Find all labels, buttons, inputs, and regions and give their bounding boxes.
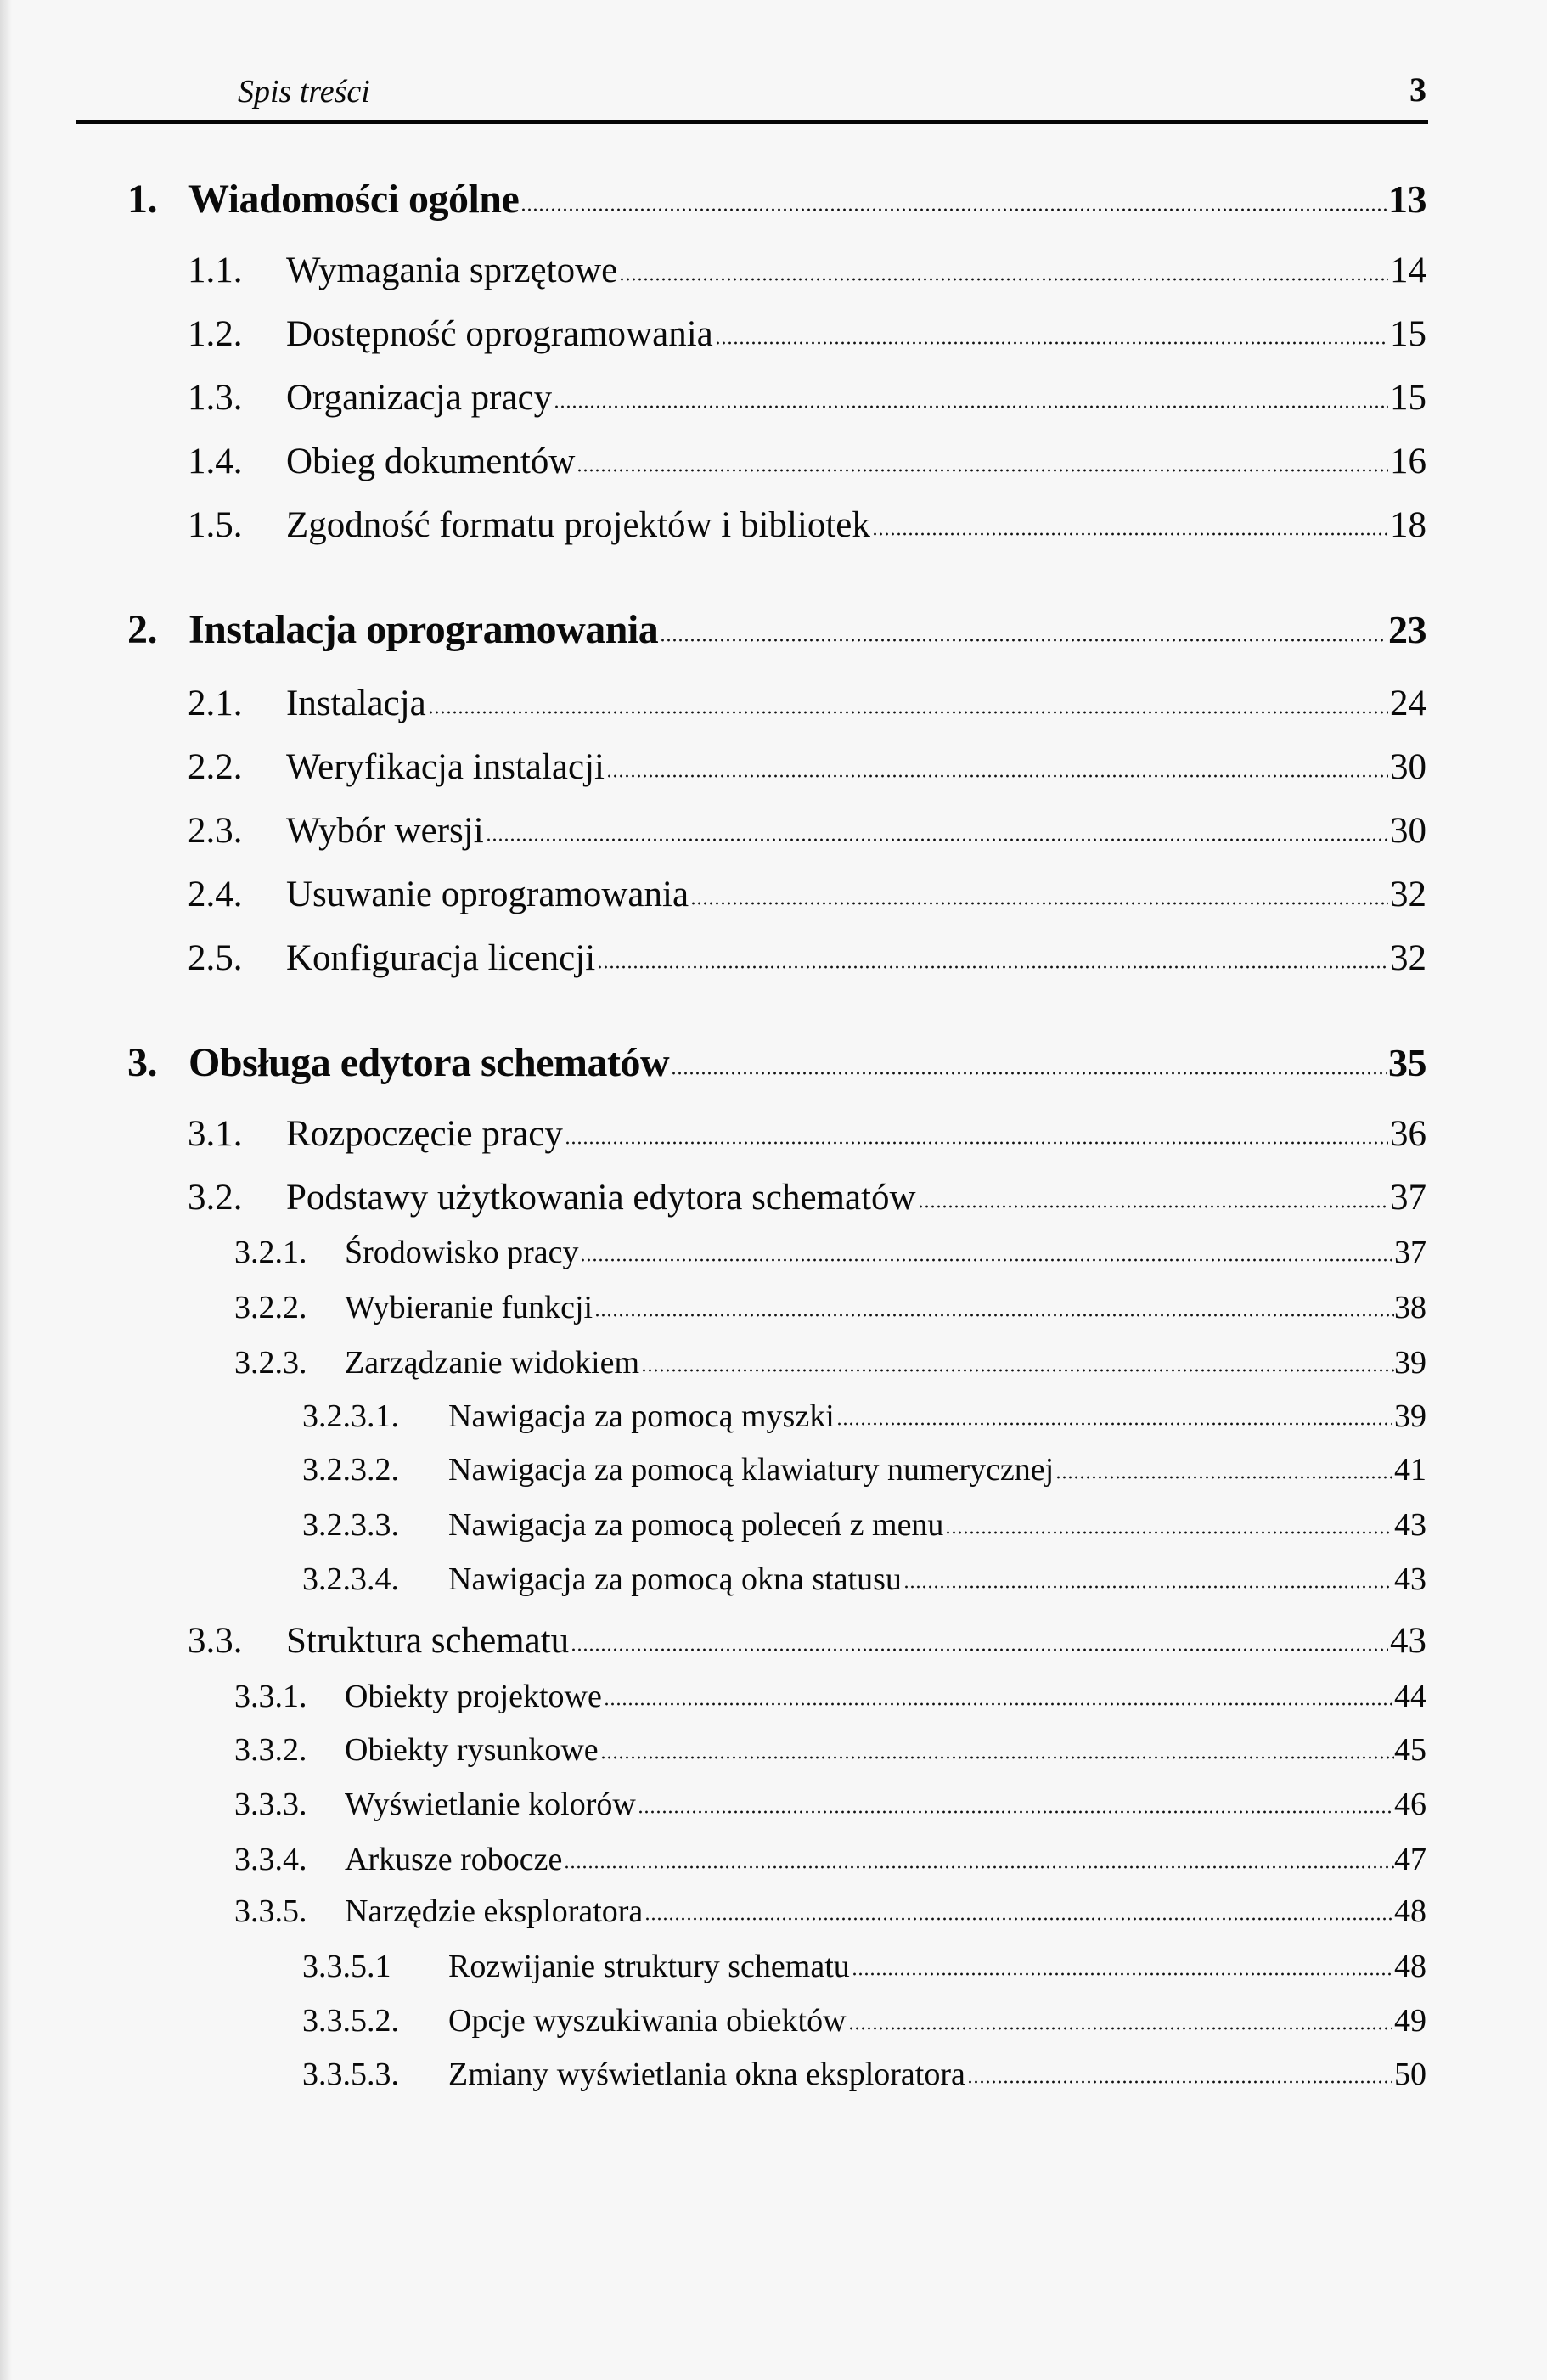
dot-leader xyxy=(577,469,1388,472)
toc-section[interactable] xyxy=(188,250,1426,292)
dot-leader xyxy=(520,208,1387,211)
dot-leader xyxy=(597,965,1388,969)
header-rule xyxy=(76,120,1428,124)
scan-shadow xyxy=(0,0,12,2380)
toc-page: 23 xyxy=(1388,608,1426,651)
toc-page: 14 xyxy=(1390,250,1426,290)
toc-number: 1. xyxy=(127,177,157,222)
toc-title: Nawigacja za pomocą myszki xyxy=(448,1398,835,1434)
dot-leader xyxy=(715,341,1388,345)
toc-number: 2.3. xyxy=(188,811,243,851)
dot-leader xyxy=(606,774,1388,778)
toc-number: 3.2.3.4. xyxy=(302,1561,399,1597)
dot-leader xyxy=(486,838,1388,841)
dot-leader xyxy=(967,2080,1392,2084)
toc-number: 3.2.3.2. xyxy=(302,1452,399,1488)
toc-page: 13 xyxy=(1388,177,1426,221)
toc-subsection[interactable] xyxy=(234,1289,1426,1326)
toc-page: 15 xyxy=(1390,314,1426,354)
toc-section[interactable] xyxy=(188,810,1426,852)
toc-page: 43 xyxy=(1394,1561,1426,1597)
toc-page: 44 xyxy=(1394,1679,1426,1714)
toc-page: 37 xyxy=(1390,1178,1426,1218)
toc-number: 3.3.5.3. xyxy=(302,2056,399,2092)
toc-number: 3.1. xyxy=(188,1114,243,1154)
dot-leader xyxy=(600,1756,1394,1759)
toc-title: Wiadomości ogólne xyxy=(188,177,520,222)
toc-subsection[interactable] xyxy=(234,1234,1426,1271)
dot-leader xyxy=(671,1072,1387,1075)
dot-leader xyxy=(918,1205,1388,1208)
dot-leader xyxy=(565,1141,1388,1145)
toc-number: 3.3.5.1 xyxy=(302,1949,391,1984)
toc-title: Podstawy użytkowania edytora schematów xyxy=(286,1178,916,1218)
toc-chapter-3[interactable] xyxy=(127,1039,1426,1087)
toc-number: 3.2. xyxy=(188,1178,243,1218)
dot-leader xyxy=(852,1972,1392,1976)
toc-section[interactable] xyxy=(188,746,1426,789)
toc-page: 43 xyxy=(1394,1507,1426,1543)
toc-page: 41 xyxy=(1394,1452,1426,1488)
toc-page: 36 xyxy=(1390,1114,1426,1154)
toc-title: Obiekty rysunkowe xyxy=(345,1732,599,1768)
toc-title: Weryfikacja instalacji xyxy=(286,747,605,787)
dot-leader xyxy=(619,278,1388,281)
toc-title: Struktura schematu xyxy=(286,1621,570,1661)
toc-title: Usuwanie oprogramowania xyxy=(286,875,689,914)
running-head xyxy=(0,0,1547,127)
toc-page: 35 xyxy=(1388,1041,1426,1084)
dot-leader xyxy=(644,1917,1394,1921)
toc-item[interactable] xyxy=(302,2002,1426,2040)
toc-page: 50 xyxy=(1394,2056,1426,2092)
toc-section[interactable] xyxy=(188,1177,1426,1219)
toc-title: Rozwijanie struktury schematu xyxy=(448,1949,850,1984)
toc-title: Obsługa edytora schematów xyxy=(188,1040,670,1085)
toc-title: Opcje wyszukiwania obiektów xyxy=(448,2003,847,2039)
toc-subsection[interactable] xyxy=(234,1731,1426,1769)
toc-title: Nawigacja za pomocą okna statusu xyxy=(448,1561,902,1597)
toc-page: 46 xyxy=(1394,1786,1426,1822)
toc-section[interactable] xyxy=(188,377,1426,419)
toc-item[interactable] xyxy=(302,1451,1426,1488)
toc-page: 24 xyxy=(1390,684,1426,723)
toc-page: 47 xyxy=(1394,1842,1426,1877)
toc-page: 39 xyxy=(1394,1398,1426,1434)
toc-number: 1.2. xyxy=(188,314,243,354)
toc-chapter-2[interactable] xyxy=(127,606,1426,654)
toc-number: 3.3.5. xyxy=(234,1893,307,1929)
toc-number: 2.4. xyxy=(188,875,243,914)
toc-title: Zarządzanie widokiem xyxy=(345,1345,640,1381)
toc-page: 18 xyxy=(1390,505,1426,545)
dot-leader xyxy=(836,1422,1392,1426)
toc-title: Organizacja pracy xyxy=(286,378,553,418)
dot-leader xyxy=(848,2027,1392,2030)
toc-page: 16 xyxy=(1390,442,1426,481)
toc-section[interactable] xyxy=(188,683,1426,725)
toc-number: 2.2. xyxy=(188,747,243,787)
toc-page: 38 xyxy=(1394,1290,1426,1325)
toc-title: Wybieranie funkcji xyxy=(345,1290,593,1325)
toc-title: Nawigacja za pomocą klawiatury numerycznej xyxy=(448,1452,1055,1488)
toc-title: Nawigacja za pomocą poleceń z menu xyxy=(448,1507,944,1543)
dot-leader xyxy=(594,1314,1394,1317)
running-head-title: Spis treści xyxy=(238,74,370,110)
toc-chapter-1[interactable] xyxy=(127,176,1426,223)
toc-page: 48 xyxy=(1394,1893,1426,1929)
toc-section[interactable] xyxy=(188,504,1426,547)
toc-page: 49 xyxy=(1394,2003,1426,2039)
toc-number: 3.2.2. xyxy=(234,1290,307,1325)
toc-title: Wymagania sprzętowe xyxy=(286,250,618,290)
toc-page: 48 xyxy=(1394,1949,1426,1984)
toc-number: 3.3.4. xyxy=(234,1842,307,1877)
dot-leader xyxy=(638,1810,1394,1814)
toc-section[interactable] xyxy=(188,1620,1426,1663)
toc-item[interactable] xyxy=(302,1398,1426,1435)
toc-number: 3.3.5.2. xyxy=(302,2003,399,2039)
toc-page: 43 xyxy=(1390,1621,1426,1661)
toc-subsection[interactable] xyxy=(234,1678,1426,1715)
toc-subsection[interactable] xyxy=(234,1344,1426,1381)
toc-section[interactable] xyxy=(188,937,1426,980)
dot-leader xyxy=(660,639,1387,642)
toc-page: 30 xyxy=(1390,747,1426,787)
toc-page: 30 xyxy=(1390,811,1426,851)
toc-number: 1.1. xyxy=(188,250,243,290)
toc-item[interactable] xyxy=(302,2056,1426,2093)
toc-subsection[interactable] xyxy=(234,1841,1426,1878)
toc-item[interactable] xyxy=(302,1561,1426,1598)
toc-number: 3.3.2. xyxy=(234,1732,307,1768)
toc-number: 3.3.1. xyxy=(234,1679,307,1714)
toc-number: 3.3.3. xyxy=(234,1786,307,1822)
toc-number: 1.5. xyxy=(188,505,243,545)
toc-number: 1.3. xyxy=(188,378,243,418)
toc-number: 3.2.3.3. xyxy=(302,1507,399,1543)
dot-leader xyxy=(903,1585,1392,1589)
toc-title: Narzędzie eksploratora xyxy=(345,1893,644,1929)
dot-leader xyxy=(564,1865,1394,1869)
toc-title: Wybór wersji xyxy=(286,811,484,851)
toc-title: Wyświetlanie kolorów xyxy=(345,1786,636,1822)
toc-subsection[interactable] xyxy=(234,1786,1426,1823)
running-head-page-number: 3 xyxy=(1409,70,1426,109)
toc-title: Rozpoczęcie pracy xyxy=(286,1114,563,1154)
toc-title: Obiekty projektowe xyxy=(345,1679,602,1714)
toc-section[interactable] xyxy=(188,441,1426,483)
toc-page: 39 xyxy=(1394,1345,1426,1381)
toc-number: 1.4. xyxy=(188,442,243,481)
toc-title: Zgodność formatu projektów i bibliotek xyxy=(286,505,870,545)
dot-leader xyxy=(872,532,1388,536)
toc-section[interactable] xyxy=(188,313,1426,356)
toc-item[interactable] xyxy=(302,1948,1426,1985)
toc-title: Dostępność oprogramowania xyxy=(286,314,713,354)
dot-leader xyxy=(690,902,1388,905)
toc-subsection[interactable] xyxy=(234,1893,1426,1930)
dot-leader xyxy=(571,1648,1388,1651)
dot-leader xyxy=(1055,1476,1392,1479)
toc-title: Konfiguracja licencji xyxy=(286,938,596,978)
dot-leader xyxy=(641,1369,1394,1372)
toc-number: 2.5. xyxy=(188,938,243,978)
dot-leader xyxy=(428,711,1388,714)
toc-item[interactable] xyxy=(302,1506,1426,1544)
toc-number: 3. xyxy=(127,1040,157,1085)
toc-section[interactable] xyxy=(188,874,1426,916)
toc-title: Instalacja oprogramowania xyxy=(188,607,659,652)
toc-number: 3.2.1. xyxy=(234,1235,307,1270)
dot-leader xyxy=(580,1258,1394,1262)
toc-page: 45 xyxy=(1394,1732,1426,1768)
dot-leader xyxy=(554,405,1388,408)
toc-section[interactable] xyxy=(188,1113,1426,1156)
toc-title: Środowisko pracy xyxy=(345,1235,579,1270)
toc-page: 32 xyxy=(1390,875,1426,914)
toc-page: 32 xyxy=(1390,938,1426,978)
toc-number: 3.2.3. xyxy=(234,1345,307,1381)
dot-leader xyxy=(945,1531,1392,1534)
toc-title: Zmiany wyświetlania okna eksploratora xyxy=(448,2056,965,2092)
toc-number: 2.1. xyxy=(188,684,243,723)
toc-number: 3.2.3.1. xyxy=(302,1398,399,1434)
toc-title: Instalacja xyxy=(286,684,426,723)
toc-page: 37 xyxy=(1394,1235,1426,1270)
toc-title: Obieg dokumentów xyxy=(286,442,576,481)
toc-number: 3.3. xyxy=(188,1621,243,1661)
toc-title: Arkusze robocze xyxy=(345,1842,563,1877)
toc-page: 15 xyxy=(1390,378,1426,418)
dot-leader xyxy=(604,1702,1394,1706)
toc-number: 2. xyxy=(127,607,157,652)
